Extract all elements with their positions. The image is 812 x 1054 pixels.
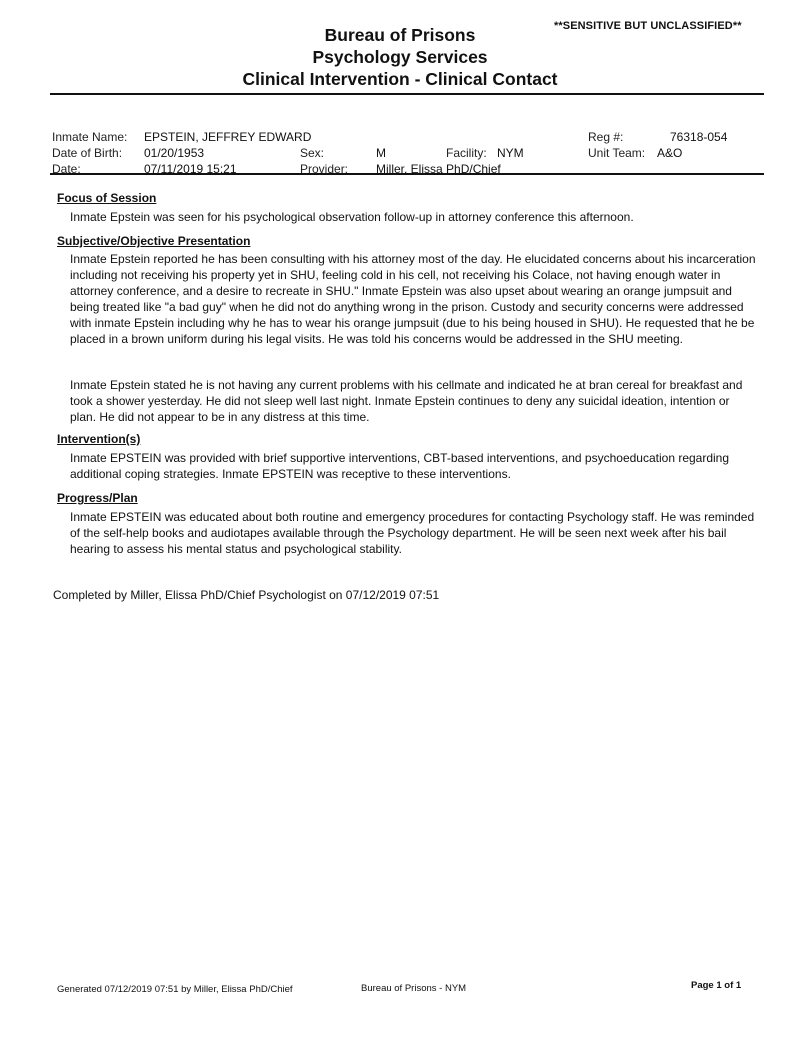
facility-label: Facility: <box>446 146 487 160</box>
date-label: Date: <box>52 162 81 176</box>
provider-label: Provider: <box>300 162 349 176</box>
footer-page-number: Page 1 of 1 <box>691 980 742 991</box>
sex-label: Sex: <box>300 146 325 160</box>
inmate-name-label: Inmate Name: <box>52 130 128 144</box>
progress-heading: Progress/Plan <box>57 491 138 505</box>
provider-value: Miller, Elissa PhD/Chief <box>376 162 501 176</box>
agency-title: Bureau of Prisons <box>324 25 476 45</box>
inmate-name-value: EPSTEIN, JEFFREY EDWARD <box>144 130 312 144</box>
intervention-text: Inmate EPSTEIN was provided with brief supportive interventions, CBT-based interventions, and psychoeducation regarding additional coping strategies. Inmate EPSTEIN was receptive to these interventions. <box>70 451 730 481</box>
sex-value: M <box>376 146 386 160</box>
subjective-heading: Subjective/Objective Presentation <box>57 234 251 248</box>
dob-value: 01/20/1953 <box>144 146 205 160</box>
focus-text: Inmate Epstein was seen for his psychological observation follow-up in attorney conference this afternoon. <box>70 210 634 224</box>
classification-marking: **SENSITIVE BUT UNCLASSIFIED** <box>554 20 742 32</box>
date-value: 07/11/2019 15:21 <box>144 162 237 176</box>
intervention-heading: Intervention(s) <box>57 432 141 446</box>
header-divider <box>50 93 764 95</box>
progress-text: Inmate EPSTEIN was educated about both routine and emergency procedures for contacting Psychology staff. He was reminded of the self-help books and audiotapes available through the Psychology department. He will be seen next week after his bail hearing to assess his mental status and psychological stability. <box>70 510 755 556</box>
reg-label: Reg #: <box>588 130 624 144</box>
footer-generated: Generated 07/12/2019 07:51 by Miller, Elissa PhD/Chief <box>57 984 293 995</box>
department-title: Psychology Services <box>312 47 488 67</box>
footer-location: Bureau of Prisons - NYM <box>361 983 467 994</box>
form-title: Clinical Intervention - Clinical Contact <box>242 69 558 89</box>
focus-heading: Focus of Session <box>57 191 157 205</box>
completed-by: Completed by Miller, Elissa PhD/Chief Psychologist on 07/12/2019 07:51 <box>53 588 440 602</box>
unit-team-value: A&O <box>657 146 683 160</box>
reg-value: 76318-054 <box>670 130 728 144</box>
dob-label: Date of Birth: <box>52 146 123 160</box>
subjective-text-2: Inmate Epstein stated he is not having any current problems with his cellmate and indicated he at bran cereal for breakfast and took a shower yesterday. He did not sleep well last night. Inmate Epstein continues to deny any suicidal ideation, intention or plan. He did not appear to be in any distress at this time. <box>70 378 743 424</box>
facility-value: NYM <box>497 146 524 160</box>
unit-team-label: Unit Team: <box>588 146 646 160</box>
subjective-text-1: Inmate Epstein reported he has been consulting with his attorney most of the day. He elucidated concerns about his incarceration including not receiving his property yet in SHU, feeling cold in his cell, not receiving his Colace, not having enough water in attorney conference, and a desire to recreate in SHU." Inmate Epstein was also upset about wearing an orange jumpsuit and being treated like "a bad guy" when he did not do anything wrong in the prison. Custody and security concerns were addressed with inmate Epstein including why he has to wear his orange jumpsuit (due to his being housed in SHU). He requested that he be placed in a brown uniform during his legal visits. He was told his concerns would be addressed in the SHU meeting. <box>70 252 756 346</box>
info-divider <box>50 173 764 175</box>
